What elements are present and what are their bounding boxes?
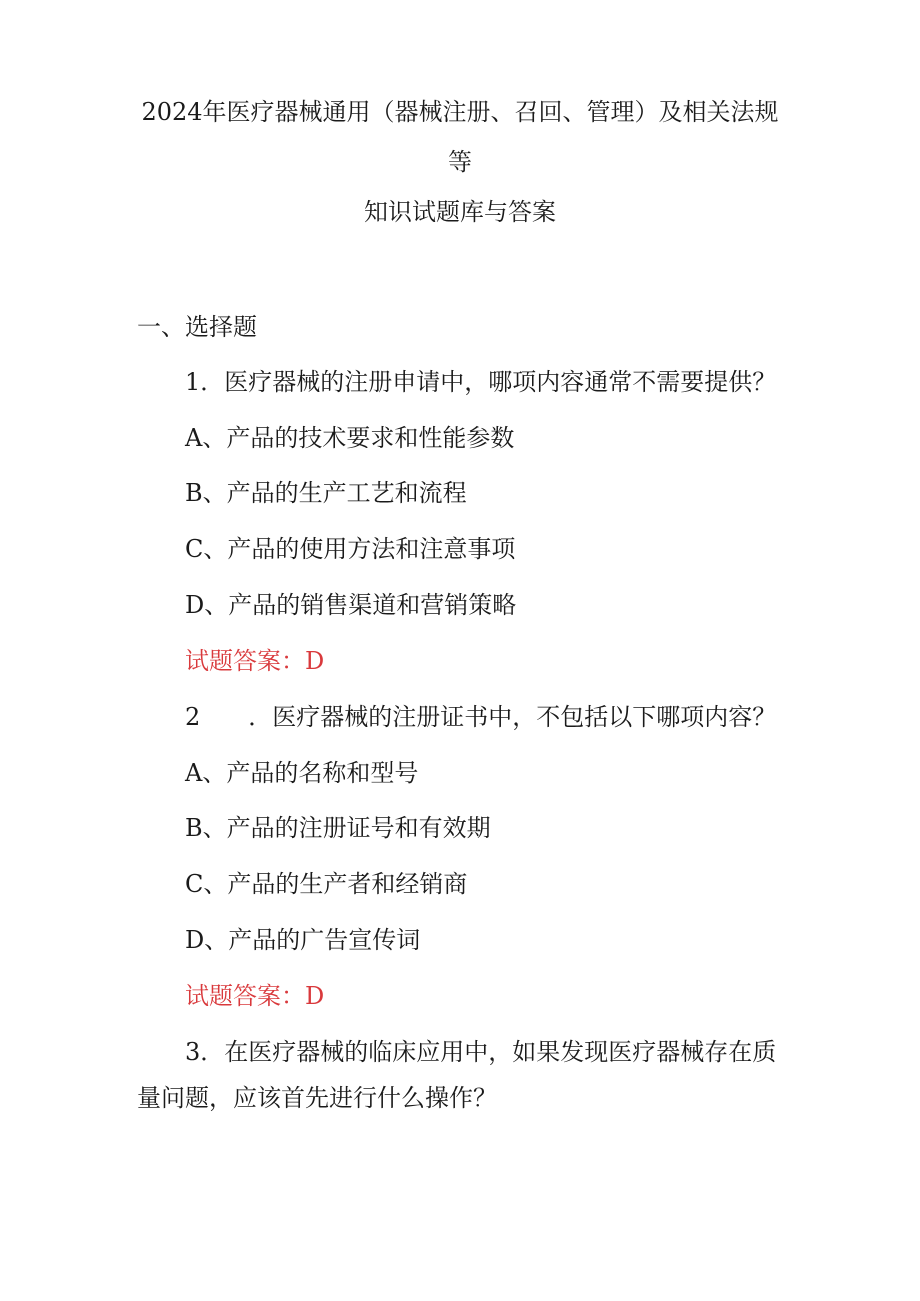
question-1-stem: 1．医疗器械的注册申请中，哪项内容通常不需要提供？ xyxy=(185,368,777,396)
question-2-answer: 试题答案：D xyxy=(185,982,325,1010)
question-1-option-a: A、产品的技术要求和性能参数 xyxy=(185,424,515,452)
question-3-stem-line-1: 3．在医疗器械的临床应用中，如果发现医疗器械存在质 xyxy=(185,1038,777,1066)
document-title-line-2: 等 xyxy=(448,148,472,176)
section-heading: 一、选择题 xyxy=(137,313,257,341)
question-2-option-d: D、产品的广告宣传词 xyxy=(185,926,421,954)
document-subtitle: 知识试题库与答案 xyxy=(364,198,556,226)
question-3-stem-line-2: 量问题，应该首先进行什么操作？ xyxy=(137,1084,497,1112)
question-1-answer: 试题答案：D xyxy=(185,647,325,675)
question-2-stem: 2 ．医疗器械的注册证书中，不包括以下哪项内容？ xyxy=(185,703,777,731)
question-1-option-c: C、产品的使用方法和注意事项 xyxy=(185,535,516,563)
question-1-option-d: D、产品的销售渠道和营销策略 xyxy=(185,591,517,619)
question-2-option-a: A、产品的名称和型号 xyxy=(185,759,419,787)
question-1-option-b: B、产品的生产工艺和流程 xyxy=(185,479,467,507)
question-2-option-b: B、产品的注册证号和有效期 xyxy=(185,814,491,842)
document-title-line-1: 2024年医疗器械通用（器械注册、召回、管理）及相关法规 xyxy=(141,98,779,126)
question-2-option-c: C、产品的生产者和经销商 xyxy=(185,870,468,898)
